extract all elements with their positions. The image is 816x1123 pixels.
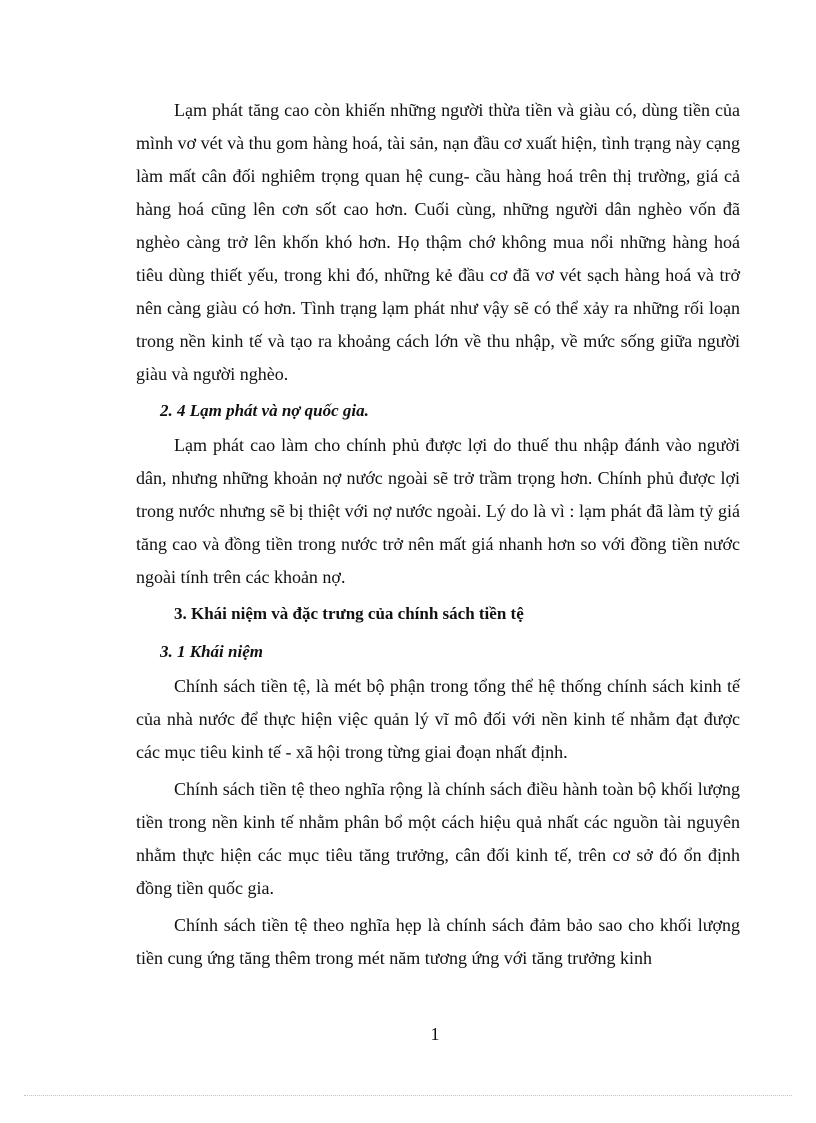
footer-divider <box>24 1095 792 1096</box>
heading-monetary-policy-concept: 3. Khái niệm và đặc trưng của chính sách tiền tệ <box>174 604 524 623</box>
page-content <box>136 94 740 975</box>
heading-concept: 3. 1 Khái niệm <box>160 642 263 661</box>
paragraph-government-debt: Lạm phát cao làm cho chính phủ được lợi do thuế thu nhập đánh vào người dân, nhưng những khoản nợ nước ngoài sẽ trở trầm trọng hơn. Chính phủ được lợi trong nước nhưng sẽ bị thiệt với nợ nước ngoài. Lý do là vì : lạm phát đã làm tỷ giá tăng cao và đồng tiền trong nước trở nên mất giá nhanh hơn so với đồng tiền nước ngoài tính trên các khoản nợ. <box>136 435 740 587</box>
paragraph-inflation-wealth-gap: Lạm phát tăng cao còn khiến những người thừa tiền và giàu có, dùng tiền của mình vơ vét và thu gom hàng hoá, tài sản, nạn đầu cơ xuất hiện, tình trạng này cạng làm mất cân đối nghiêm trọng quan hệ cung- cầu hàng hoá trên thị trường, giá cả hàng hoá cũng lên cơn sốt cao hơn. Cuối cùng, những người dân nghèo vốn đã nghèo càng trở lên khốn khó hơn. Họ thậm chớ không mua nổi những hàng hoá tiêu dùng thiết yếu, trong khi đó, những kẻ đầu cơ đã vơ vét sạch hàng hoá và trở nên càng giàu có hơn. Tình trạng lạm phát như vậy sẽ có thể xảy ra những rối loạn trong nền kinh tế và tạo ra khoảng cách lớn về thu nhập, về mức sống giữa người giàu và người nghèo. <box>136 100 740 384</box>
paragraph-monetary-policy-broad: Chính sách tiền tệ theo nghĩa rộng là chính sách điều hành toàn bộ khối lượng tiền trong nền kinh tế nhằm phân bổ một cách hiệu quả nhất các nguồn tài nguyên nhằm thực hiện các mục tiêu tăng trưởng, cân đối kinh tế, trên cơ sở đó ổn định đồng tiền quốc gia. <box>136 779 740 898</box>
paragraph-monetary-policy-definition: Chính sách tiền tệ, là mét bộ phận trong tổng thể hệ thống chính sách kinh tế của nhà nước để thực hiện việc quản lý vĩ mô đối với nền kinh tế nhằm đạt được các mục tiêu kinh tế - xã hội trong từng giai đoạn nhất định. <box>136 676 740 762</box>
heading-inflation-national-debt: 2. 4 Lạm phát và nợ quốc gia. <box>160 401 369 420</box>
page-number: 1 <box>430 1024 440 1044</box>
paragraph-monetary-policy-narrow: Chính sách tiền tệ theo nghĩa hẹp là chính sách đảm bảo sao cho khối lượng tiền cung ứng tăng thêm trong mét năm tương ứng với tăng trưởng kinh <box>136 915 740 968</box>
